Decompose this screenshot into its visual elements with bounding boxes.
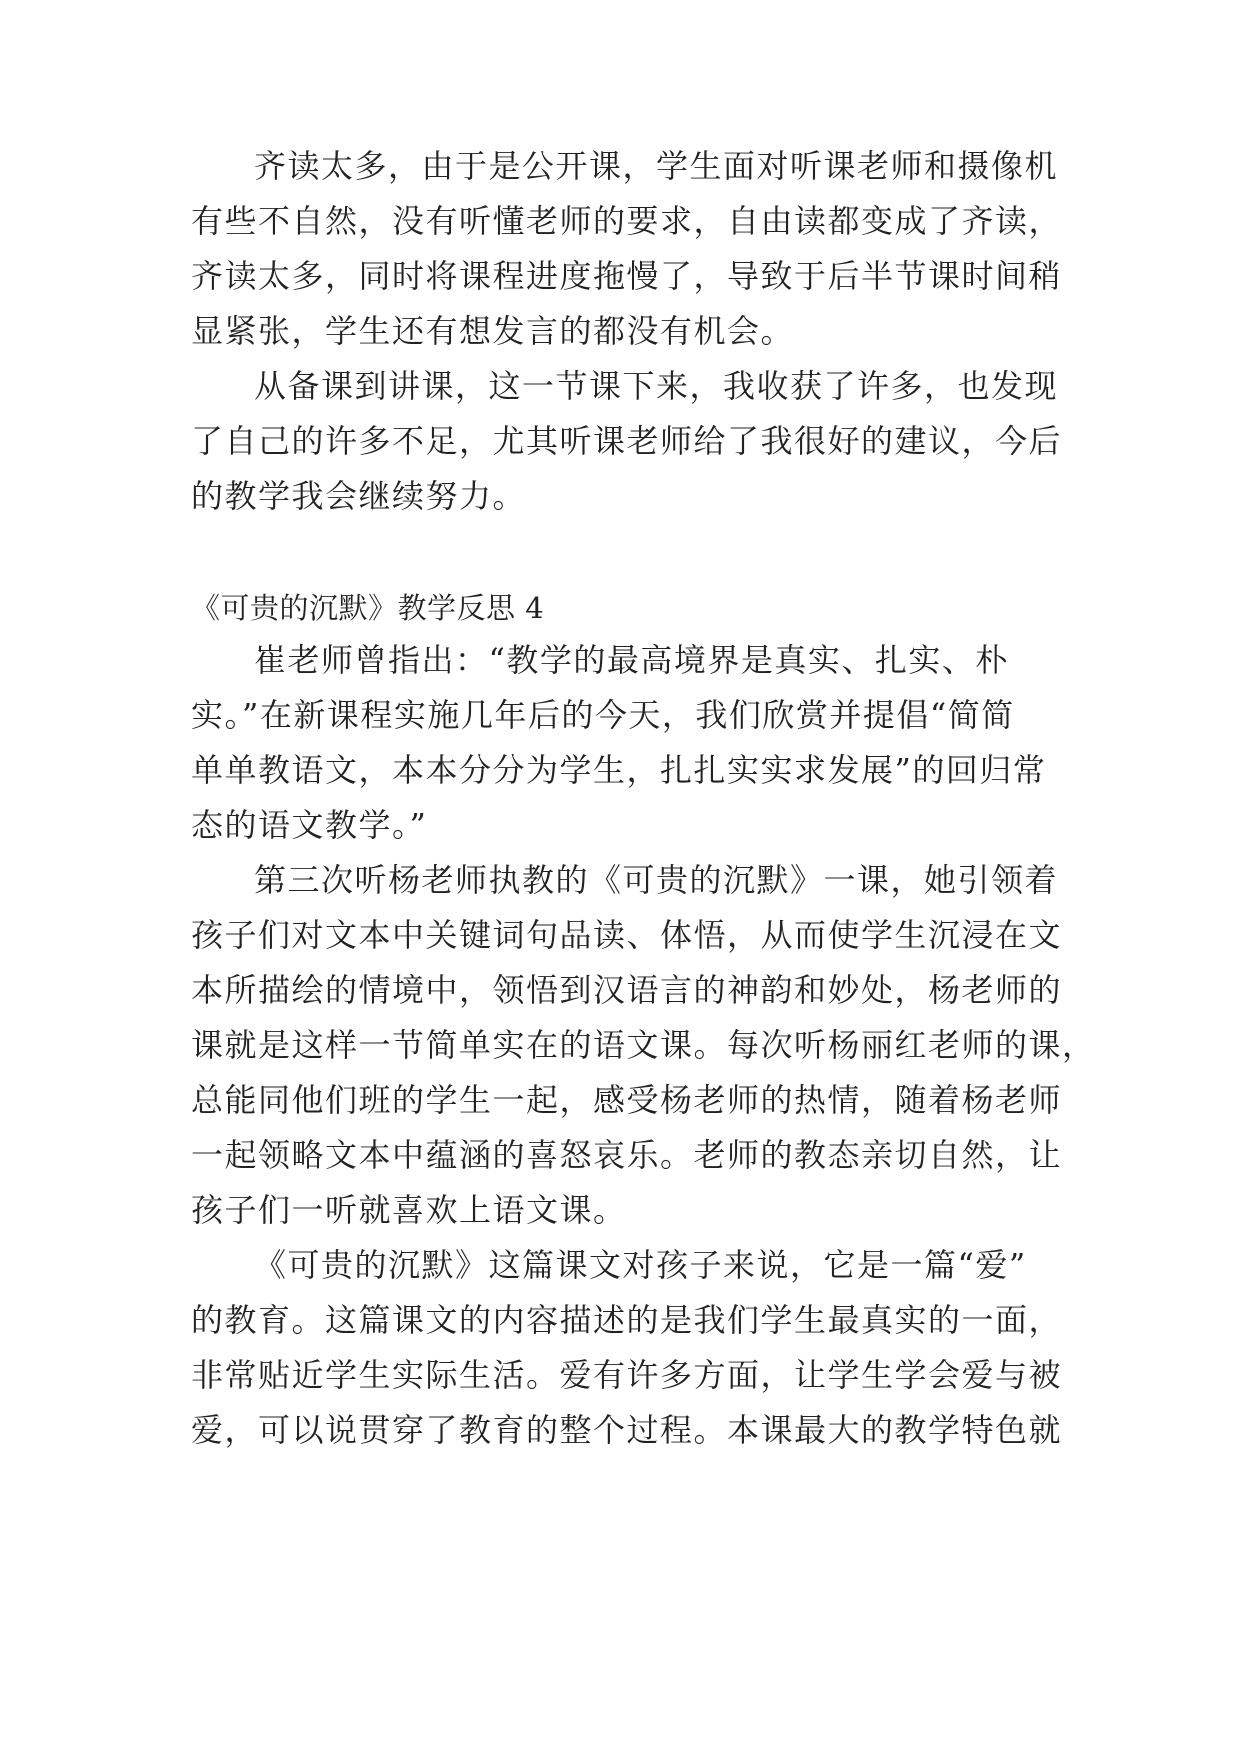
paragraph-line: 有些不自然，没有听懂老师的要求，自由读都变成了齐读，: [191, 202, 1063, 240]
paragraph-line: 实。”在新课程实施几年后的今天，我们欣赏并提倡“简简: [191, 696, 1015, 734]
paragraph-line: 齐读太多，同时将课程进度拖慢了，导致于后半节课时间稍: [191, 257, 1063, 295]
paragraph-line: 第三次听杨老师执教的《可贵的沉默》一课，她引领着: [254, 861, 1059, 899]
paragraph-line: 本所描绘的情境中，领悟到汉语言的神韵和妙处，杨老师的: [191, 971, 1063, 1009]
paragraph-line: 非常贴近学生实际生活。爱有许多方面，让学生学会爱与被: [191, 1356, 1063, 1394]
paragraph-line: 《可贵的沉默》这篇课文对孩子来说，它是一篇“爱”: [254, 1246, 1027, 1284]
section-title: 《可贵的沉默》教学反思 4: [191, 591, 545, 625]
paragraph-line: 了自己的许多不足，尤其听课老师给了我很好的建议，今后: [191, 422, 1063, 460]
paragraph-line: 崔老师曾指出：“教学的最高境界是真实、扎实、朴: [254, 641, 1009, 679]
paragraph-line: 的教学我会继续努力。: [191, 477, 527, 515]
paragraph-line: 孩子们对文本中关键词句品读、体悟，从而使学生沉浸在文: [191, 916, 1063, 954]
paragraph-line: 一起领略文本中蕴涵的喜怒哀乐。老师的教态亲切自然，让: [191, 1136, 1063, 1174]
paragraph-line: 课就是这样一节简单实在的语文课。每次听杨丽红老师的课，: [191, 1026, 1096, 1064]
paragraph-line: 爱，可以说贯穿了教育的整个过程。本课最大的教学特色就: [191, 1411, 1063, 1449]
paragraph-line: 的教育。这篇课文的内容描述的是我们学生最真实的一面，: [191, 1301, 1063, 1339]
paragraph-line: 从备课到讲课，这一节课下来，我收获了许多，也发现: [254, 367, 1059, 405]
paragraph-line: 显紧张，学生还有想发言的都没有机会。: [191, 312, 795, 350]
paragraph-line: 齐读太多，由于是公开课，学生面对听课老师和摄像机: [254, 147, 1059, 185]
paragraph-line: 总能同他们班的学生一起，感受杨老师的热情，随着杨老师: [191, 1081, 1063, 1119]
paragraph-line: 单单教语文，本本分分为学生，扎扎实实求发展”的回归常: [191, 751, 1047, 789]
paragraph-line: 孩子们一听就喜欢上语文课。: [191, 1191, 627, 1229]
paragraph-line: 态的语文教学。”: [191, 806, 428, 844]
